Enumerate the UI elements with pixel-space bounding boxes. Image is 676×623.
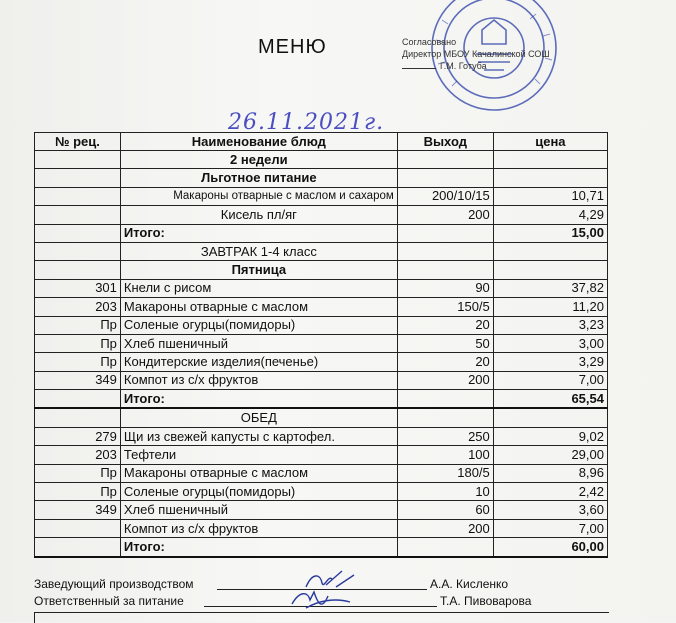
table-row — [35, 298, 608, 316]
dish-price: 10,71 — [493, 187, 607, 205]
total-label: Итого: — [120, 390, 397, 409]
total-label: Итого: — [120, 224, 397, 242]
dish-output: 60 — [397, 501, 493, 519]
dish-name: Хлеб пшеничный — [120, 334, 397, 352]
section-row — [35, 408, 608, 427]
section-row — [35, 169, 608, 187]
dish-price: 8,96 — [493, 464, 607, 482]
recipe-number: Пр — [35, 353, 121, 371]
production-head-role: Заведующий производством — [34, 577, 194, 591]
table-row — [35, 353, 608, 371]
table-row — [35, 316, 608, 334]
week-label: 2 недели — [120, 151, 397, 169]
dish-output: 180/5 — [397, 464, 493, 482]
dish-output: 200 — [397, 206, 493, 224]
dish-name: Макароны отварные с маслом — [120, 464, 397, 482]
lunch-title: ОБЕД — [120, 408, 397, 427]
recipe-number: 349 — [35, 501, 121, 519]
recipe-number: 203 — [35, 298, 121, 316]
week-row — [35, 151, 608, 169]
dish-name: Тефтели — [120, 446, 397, 464]
dish-output: 100 — [397, 446, 493, 464]
dish-name: Кнели с рисом — [120, 279, 397, 297]
table-row — [35, 464, 608, 482]
next-table-edge — [34, 612, 609, 623]
dish-price: 9,02 — [493, 427, 607, 445]
dish-output: 20 — [397, 353, 493, 371]
dish-name: Компот из с/х фруктов — [120, 371, 397, 389]
table-row — [35, 519, 608, 537]
table-row — [35, 446, 608, 464]
nutrition-role: Ответственный за питание — [34, 594, 184, 608]
total-row — [35, 224, 608, 242]
dish-name: Кисель пл/яг — [120, 206, 397, 224]
dish-output: 90 — [397, 279, 493, 297]
dish-price: 11,20 — [493, 298, 607, 316]
signatures-footer — [34, 577, 634, 611]
handwritten-date: 26.11.2021г. — [228, 110, 385, 135]
approval-director: Директор МБОУ Качалинской СОШ — [402, 49, 550, 59]
recipe-number: 279 — [35, 427, 121, 445]
recipe-number: 301 — [35, 279, 121, 297]
column-header-dish: Наименование блюд — [120, 133, 397, 151]
dish-output: 250 — [397, 427, 493, 445]
dish-price: 3,23 — [493, 316, 607, 334]
dish-name: Соленые огурцы(помидоры) — [120, 316, 397, 334]
menu-table — [34, 132, 608, 558]
dish-output: 200/10/15 — [397, 187, 493, 205]
dish-output: 50 — [397, 334, 493, 352]
signature-blank — [402, 68, 436, 69]
total-value: 60,00 — [493, 538, 607, 557]
table-row — [35, 334, 608, 352]
column-header-recipe: № рец. — [35, 133, 121, 151]
signature-icon — [286, 588, 356, 614]
production-head-name: А.А. Кисленко — [430, 577, 509, 591]
column-header-output: Выход — [397, 133, 493, 151]
dish-price: 7,00 — [493, 371, 607, 389]
table-row — [35, 501, 608, 519]
total-row — [35, 390, 608, 409]
table-row — [35, 187, 608, 205]
table-row — [35, 206, 608, 224]
day-label: Пятница — [120, 261, 397, 279]
breakfast-title: ЗАВТРАК 1-4 класс — [120, 242, 397, 260]
dish-output: 150/5 — [397, 298, 493, 316]
dish-price: 7,00 — [493, 519, 607, 537]
dish-name: Макароны отварные с маслом — [120, 298, 397, 316]
section-row — [35, 261, 608, 279]
dish-price: 37,82 — [493, 279, 607, 297]
recipe-number: 349 — [35, 371, 121, 389]
approval-heading: Согласовано — [402, 37, 457, 47]
table-row — [35, 427, 608, 445]
table-header-row — [35, 133, 608, 151]
dish-name: Макароны отварные с маслом и сахаром — [120, 187, 397, 205]
total-row — [35, 538, 608, 557]
dish-output: 200 — [397, 519, 493, 537]
table-row — [35, 279, 608, 297]
dish-name: Кондитерские изделия(печенье) — [120, 353, 397, 371]
recipe-number: Пр — [35, 464, 121, 482]
preferential-title: Льготное питание — [120, 169, 397, 187]
dish-price: 4,29 — [493, 206, 607, 224]
dish-price: 3,29 — [493, 353, 607, 371]
dish-name: Хлеб пшеничный — [120, 501, 397, 519]
total-value: 65,54 — [493, 390, 607, 409]
recipe-number: Пр — [35, 483, 121, 501]
approval-name: Г.М. Готуба — [440, 61, 487, 71]
table-row — [35, 371, 608, 389]
total-label: Итого: — [120, 538, 397, 557]
dish-price: 2,42 — [493, 483, 607, 501]
recipe-number: Пр — [35, 334, 121, 352]
recipe-number — [35, 519, 121, 537]
approval-signature-line — [402, 60, 672, 72]
dish-output: 10 — [397, 483, 493, 501]
approval-block — [402, 36, 672, 72]
dish-name: Компот из с/х фруктов — [120, 519, 397, 537]
dish-price: 29,00 — [493, 446, 607, 464]
nutrition-name: Т.А. Пивоварова — [440, 594, 532, 608]
total-value: 15,00 — [493, 224, 607, 242]
section-row — [35, 242, 608, 260]
table-row — [35, 483, 608, 501]
dish-name: Щи из свежей капусты с картофел. — [120, 427, 397, 445]
document-title: МЕНЮ — [258, 36, 327, 58]
recipe-number: 203 — [35, 446, 121, 464]
column-header-price: цена — [493, 133, 607, 151]
dish-price: 3,00 — [493, 334, 607, 352]
dish-price: 3,60 — [493, 501, 607, 519]
dish-name: Соленые огурцы(помидоры) — [120, 483, 397, 501]
dish-output: 20 — [397, 316, 493, 334]
dish-output: 200 — [397, 371, 493, 389]
nutrition-line — [34, 594, 634, 611]
recipe-number: Пр — [35, 316, 121, 334]
